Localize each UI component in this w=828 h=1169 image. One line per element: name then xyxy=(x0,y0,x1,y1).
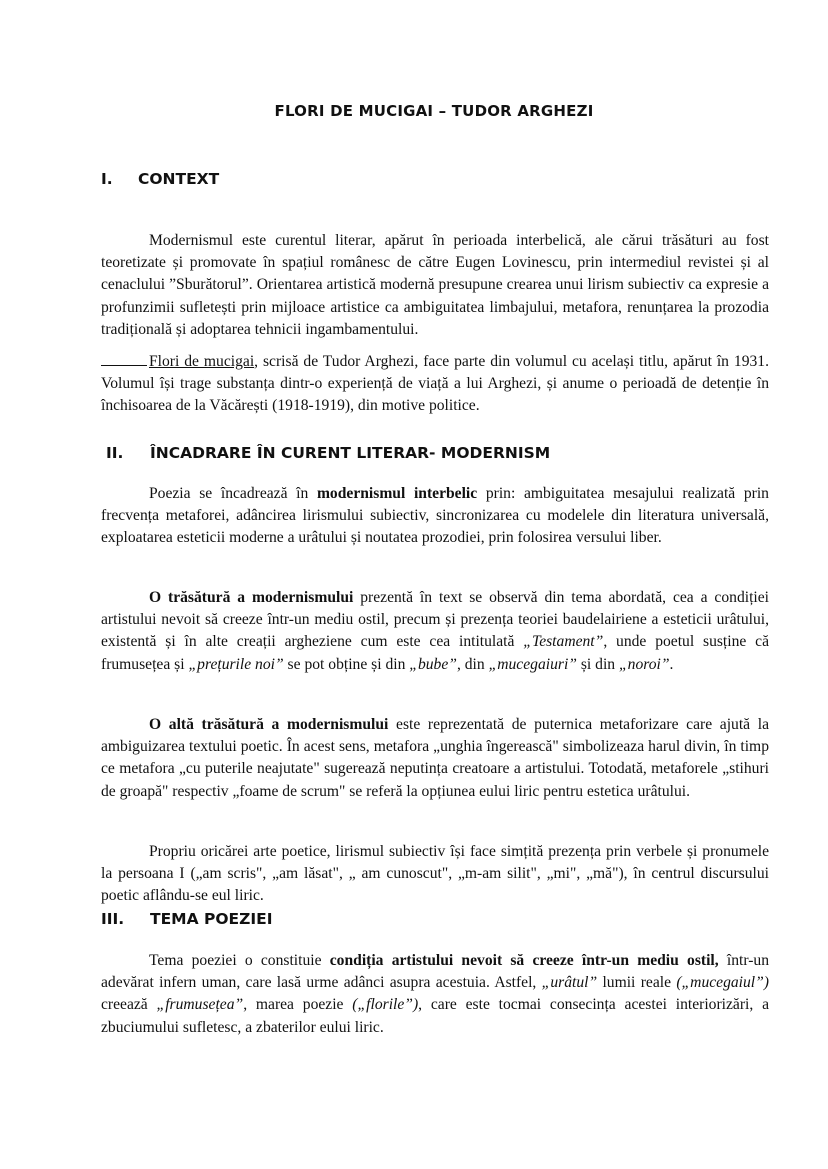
paragraph-text: , unde poetul susține că frumusețea și xyxy=(101,633,769,673)
paragraph-volume-context xyxy=(101,351,769,418)
section-title: CONTEXT xyxy=(138,170,220,188)
italic-quote: „urâtul” xyxy=(541,974,598,992)
italic-quote: „frumusețea” xyxy=(156,996,244,1014)
paragraph-text: Tema poeziei o constituie xyxy=(149,952,330,969)
poem-title-underlined: Flori de mucigai xyxy=(149,353,255,370)
bold-text: O trăsătură a modernismului xyxy=(149,589,354,606)
paragraph-text: prezentă în text se observă din tema abordată, cea a condiției artistului nevoit să creeze într-un mediu ostil, precum și prezența teoriei baudelairiene a esteticii urâtului, existentă și în alte creații argheziene cum este cea intitulată xyxy=(101,589,769,651)
paragraph-text: , marea poezie xyxy=(243,996,353,1014)
underline-rule xyxy=(101,351,147,366)
bold-text: condiția artistului nevoit să creeze într-un mediu ostil, xyxy=(329,952,719,969)
italic-quote: „prețurile noi” xyxy=(188,655,284,673)
paragraph-text: se pot obține și din xyxy=(283,655,410,673)
paragraph-text: prin: ambiguitatea mesajului realizată prin frecvența metaforei, adâncirea lirismului subiectiv, sincronizarea cu modelele din literatura universală, exploatarea esteticii moderne a urâtului și noutatea prozodiei, prin folosirea versului liber. xyxy=(101,485,769,547)
paragraph-text: și din xyxy=(576,655,619,673)
section-number: II. xyxy=(106,444,124,462)
italic-quote: „noroi” xyxy=(618,655,670,673)
bold-text: modernismul interbelic xyxy=(316,485,478,502)
italic-quote: „bube” xyxy=(409,655,457,673)
paragraph-subjective-lyricism: Propriu oricărei arte poetice, lirismul subiectiv își face simțită prezența prin verbele și pronumele la persoana I („am scris", „am lăsat", „ am cunoscut", „m-am silit", „mi", „mă"), în centrul discursului poetic aflându-se eul liric. xyxy=(101,843,769,905)
paragraph-first-trait xyxy=(101,587,769,676)
paragraph-text: Poezia se încadrează în xyxy=(149,485,317,502)
section-title: TEMA POEZIEI xyxy=(150,910,273,928)
italic-quote: „Testament” xyxy=(523,633,604,651)
bold-text: O altă trăsătură a modernismului xyxy=(149,716,389,733)
paragraph-text: . xyxy=(669,655,674,673)
italic-quote: („florile”) xyxy=(352,996,419,1014)
paragraph-text: , care este tocmai consecința acestei interiorizări, a zbuciumului sufletesc, a zbaterilor eului liric. xyxy=(101,996,769,1036)
section-number: III. xyxy=(101,910,125,928)
paragraph-theme xyxy=(101,950,769,1039)
paragraph-modernism-framing xyxy=(101,483,769,550)
paragraph-text: într-un adevărat infern uman, care lasă urme adânci asupra acestuia. Astfel, xyxy=(101,952,770,992)
section-title: ÎNCADRARE ÎN CURENT LITERAR- MODERNISM xyxy=(150,444,551,462)
section-heading-context xyxy=(101,170,219,188)
paragraph-second-trait xyxy=(101,714,769,803)
section-heading-theme xyxy=(101,910,272,928)
paragraph-modernism-intro: Modernismul este curentul literar, apărut în perioada interbelică, ale cărui trăsături au fost teoretizate și promovate în spațiul românesc de către Eugen Lovinescu, prin intermediul revistei și al cenaclului ”Sburătorul”. Orientarea artistică modernă presupune crearea unui lirism subiectiv ca expresie a profunzimii sufletești prin mijloace artistice ca ambiguitatea limbajului, metafora, renunțarea la prozodia tradițională și adoptarea tehnicii ingambamentului. xyxy=(101,232,769,338)
paragraph-text: lumii reale xyxy=(597,974,677,992)
paragraph-text: este reprezentată de puternica metaforizare care ajută la ambiguizarea textului poetic. În acest sens, metafora „unghia îngerească" simbolizeaza harul divin, în timp ce metafora „cu puterile neajutate" sugerează neputința creatoare a artistului. Totodată, metaforele „stihuri de groapă" respectiv „foame de scrum" se referă la opțiunea eului liric pentru estetica urâtului. xyxy=(101,716,769,800)
paragraph-text: , din xyxy=(456,655,489,673)
section-heading-modernism xyxy=(106,444,550,462)
document-title: FLORI DE MUCIGAI – TUDOR ARGHEZI xyxy=(274,102,594,120)
section-number: I. xyxy=(101,170,113,188)
paragraph-text: creează xyxy=(101,996,157,1014)
paragraph-text: , scrisă de Tudor Arghezi, face parte din volumul cu același titlu, apărut în 1931. Volumul își trage substanța dintr-o experiență de viață a lui Arghezi, și anume o perioadă de detenție în închisoarea de la Văcărești (1918-1919), din motive politice. xyxy=(101,353,769,415)
italic-quote: „mucegaiuri” xyxy=(488,655,577,673)
italic-quote: („mucegaiul”) xyxy=(676,974,769,992)
